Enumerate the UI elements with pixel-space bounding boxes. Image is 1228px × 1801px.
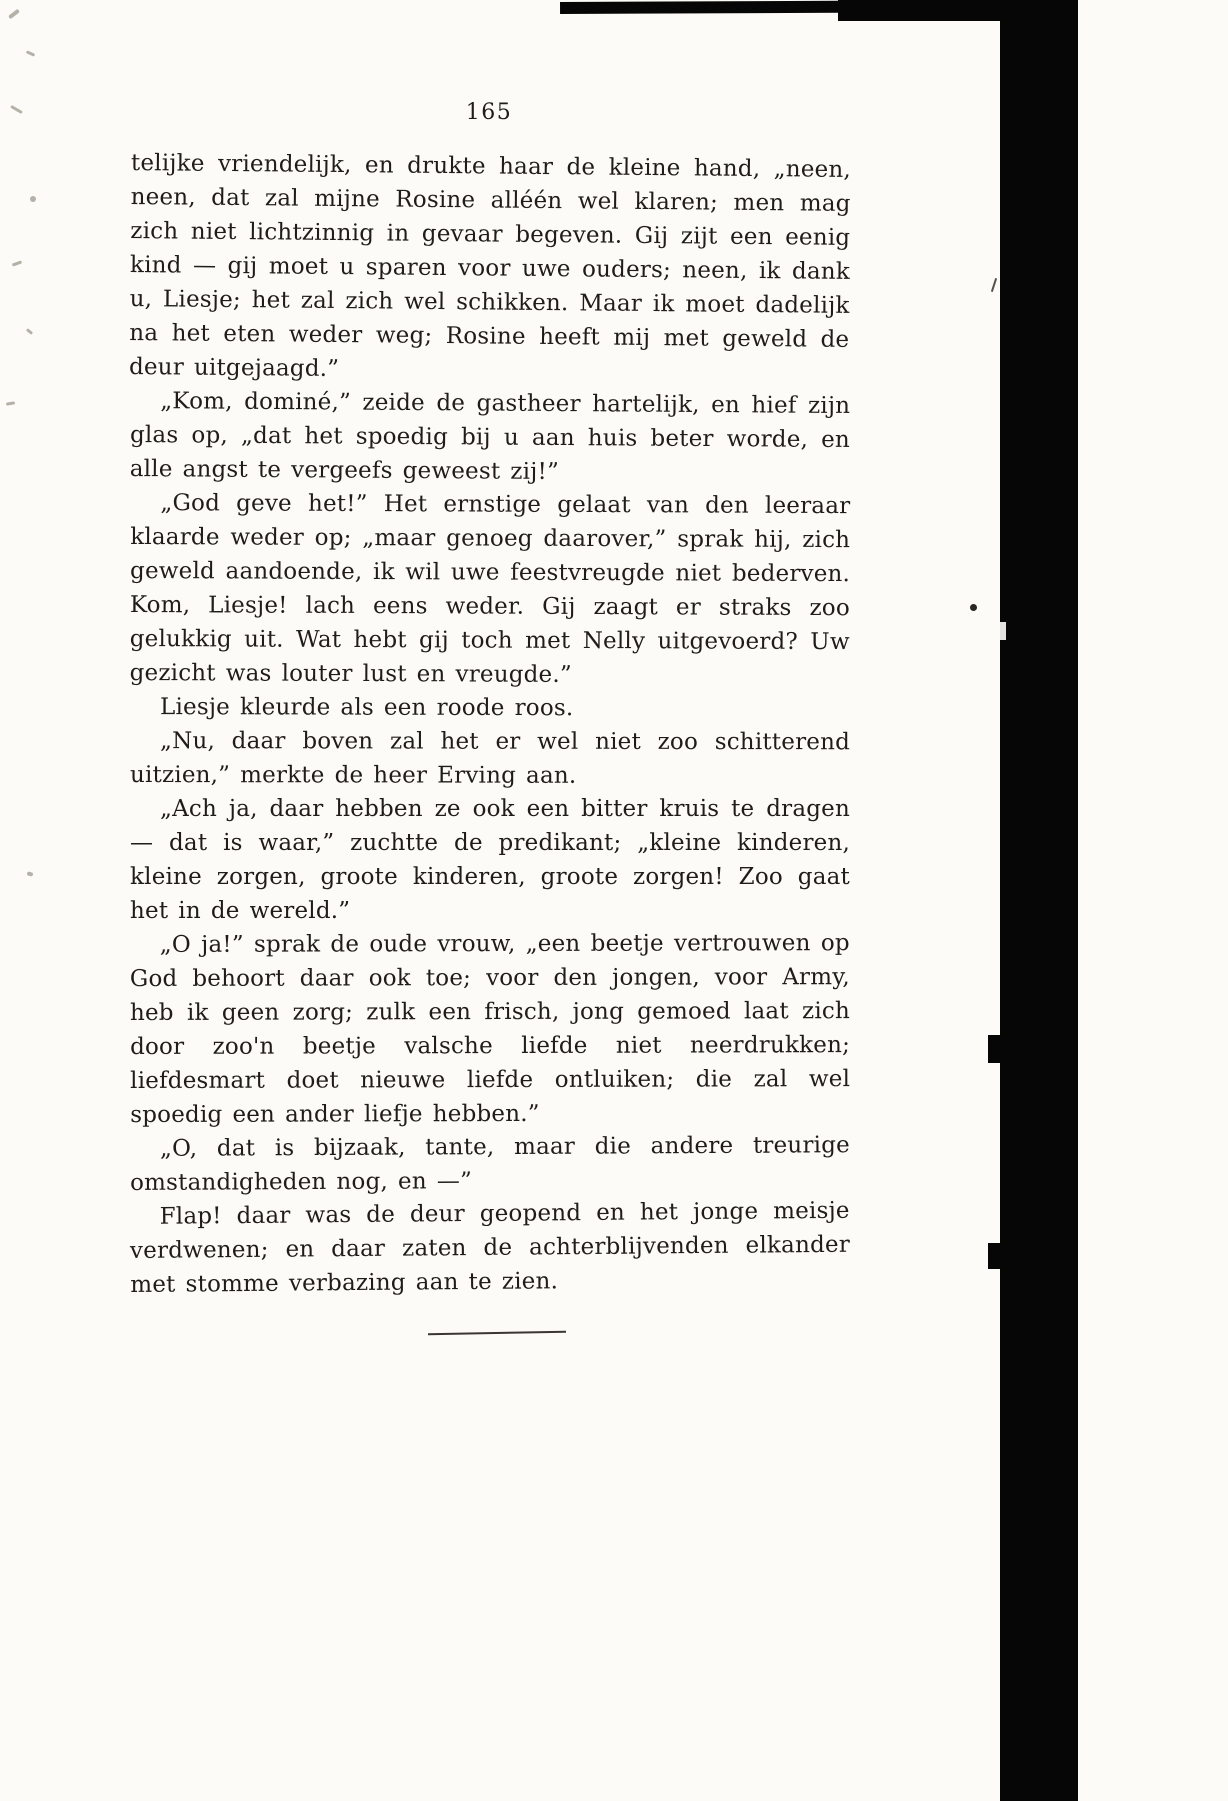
page-number: 165 (465, 100, 513, 125)
scan-noise-speck (6, 401, 15, 406)
scan-artifact-margin-dot (970, 604, 977, 611)
scan-artifact-edge-tick (988, 1035, 1002, 1063)
scan-artifact-edge-notch (1000, 622, 1006, 640)
scan-noise-speck (10, 105, 23, 114)
scan-noise-speck (12, 260, 22, 266)
scan-noise-speck (8, 9, 20, 20)
paragraph: „Nu, daar boven zal het er wel niet zoo schitterend uitzien,” merkte de heer Erving aan. (129, 728, 851, 789)
paragraph: Liesje kleurde als een roode roos. (159, 694, 574, 722)
paragraph: „Kom, dominé,” zeide de gastheer hartelijk, en hief zijn glas op, „dat het spoedig bij u aan huis beter worde, en alle angst te vergeefs geweest zij!” (129, 388, 851, 485)
page-text (130, 146, 850, 1302)
paragraph: „Ach ja, daar hebben ze ook een bitter kruis te dragen — dat is waar,” zuchtte de predikant; „kleine kinderen, kleine zorgen, groote kinderen, groote zorgen! Zoo gaat het in de wereld.” (130, 796, 850, 924)
scan-artifact-margin-slash (991, 278, 997, 292)
paragraph: „God geve het!” Het ernstige gelaat van den leeraar klaarde weder op; „maar genoeg daarover,” sprak hij, zich geweld aandoende, ik wil uwe feestvreugde niet bederven. Kom, Liesje! lach eens weder. Gij zaagt er straks zoo gelukkig uit. Wat hebt gij toch met Nelly uitgevoerd? Uw gezicht was louter lust en vreugde.” (129, 490, 851, 688)
paragraph: „O ja!” sprak de oude vrouw, „een beetje vertrouwen op God behoort daar ook toe; voor den jongen, voor Army, heb ik geen zorg; zulk een frisch, jong gemoed laat zich door zoo'n beetje valsche liefde niet neerdrukken; liefdesmart doet nieuwe liefde ontluiken; die zal wel spoedig een ander liefje hebben.” (129, 930, 851, 1128)
scan-noise-speck (26, 328, 33, 335)
section-divider (428, 1331, 566, 1335)
paragraph: Flap! daar was de deur geopend en het jonge meisje verdwenen; en daar zaten de achterblijvenden elkander met stomme verbazing aan te zien. (129, 1197, 851, 1298)
scan-noise-speck (26, 50, 35, 56)
scan-artifact-top-bar-thick (838, 0, 1008, 21)
scan-noise-speck (30, 196, 36, 202)
scan-noise-speck (27, 871, 34, 876)
paragraph: „O, dat is bijzaak, tante, maar die andere treurige omstandigheden nog, en —” (130, 1132, 850, 1196)
scan-artifact-edge-tick (988, 1243, 1002, 1269)
paragraph: telijke vriendelijk, en drukte haar de kleine hand, „neen, neen, dat zal mijne Rosine alléén wel klaren; men mag zich niet lichtzinnig in gevaar begeven. Gij zijt een eenig kind — gij moet u sparen voor uwe ouders; neen, ik dank u, Liesje; het zal zich wel schikken. Maar ik moet dadelijk na het eten weder weg; Rosine heeft mij met geweld de deur uitgejaagd.” (128, 150, 852, 383)
scan-artifact-right-edge-bar (1000, 0, 1078, 1801)
